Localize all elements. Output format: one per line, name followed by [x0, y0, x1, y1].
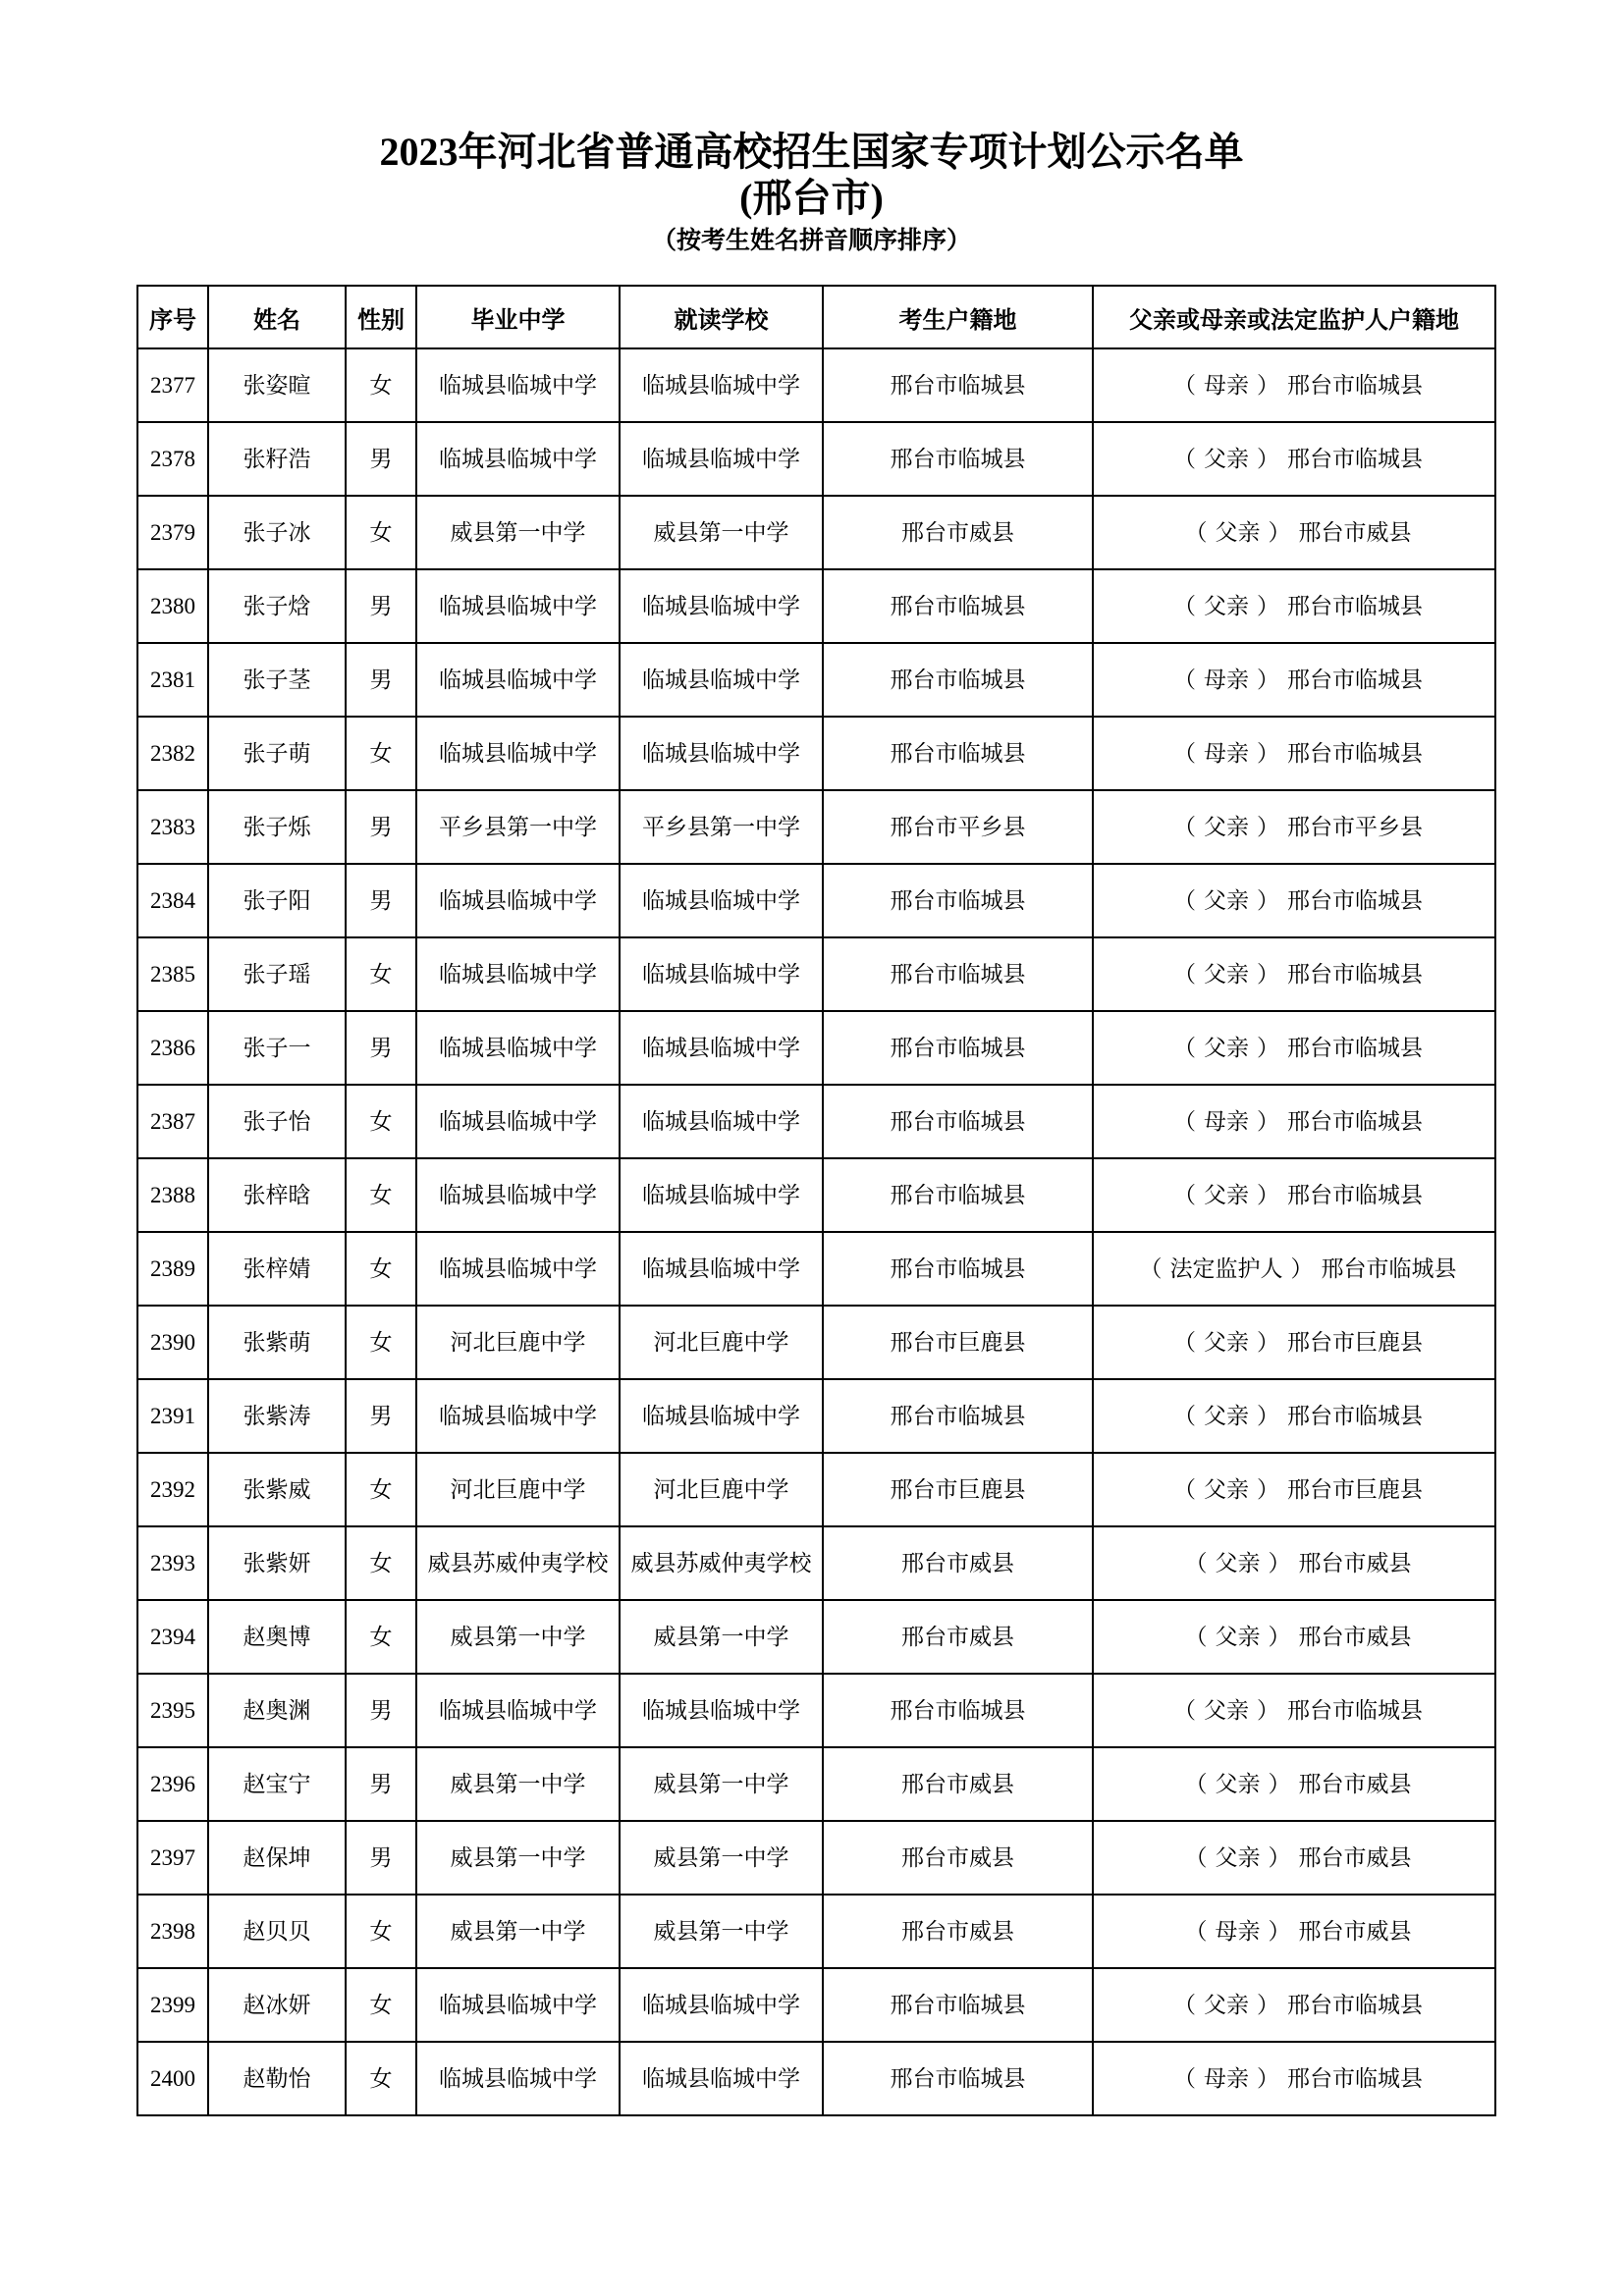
cell-no: 2389	[137, 1232, 208, 1306]
table-row	[137, 569, 1495, 643]
cell-residence: 邢台市临城县	[823, 1968, 1093, 2042]
cell-gender: 女	[346, 717, 416, 790]
table-body	[137, 348, 1495, 2115]
cell-school: 临城县临城中学	[620, 717, 823, 790]
cell-guardian-residence: （ 父亲 ） 邢台市临城县	[1093, 569, 1495, 643]
cell-no: 2394	[137, 1600, 208, 1674]
cell-guardian-residence: （ 母亲 ） 邢台市临城县	[1093, 1085, 1495, 1158]
cell-gender: 女	[346, 1526, 416, 1600]
guardian-relation: 法定监护人	[1169, 1255, 1283, 1282]
cell-name: 张子冰	[208, 496, 346, 569]
cell-gender: 女	[346, 348, 416, 422]
cell-school: 威县第一中学	[620, 496, 823, 569]
cell-gender: 女	[346, 1895, 416, 1968]
cell-no: 2395	[137, 1674, 208, 1747]
guardian-relation: 父亲	[1215, 1844, 1261, 1871]
guardian-place: 邢台市临城县	[1287, 740, 1423, 767]
cell-residence: 邢台市临城县	[823, 937, 1093, 1011]
cell-school: 临城县临城中学	[620, 2042, 823, 2115]
document-sort-note: （按考生姓名拼音顺序排序）	[651, 226, 971, 254]
cell-gender: 女	[346, 496, 416, 569]
cell-guardian-residence: （ 父亲 ） 邢台市临城县	[1093, 1011, 1495, 1085]
guardian-relation: 母亲	[1204, 740, 1249, 767]
guardian-place: 邢台市威县	[1298, 1550, 1412, 1576]
cell-grad-school: 临城县临城中学	[416, 1158, 620, 1232]
cell-grad-school: 临城县临城中学	[416, 864, 620, 937]
cell-school: 平乡县第一中学	[620, 790, 823, 864]
guardian-relation: 母亲	[1204, 1108, 1249, 1135]
cell-name: 张紫妍	[208, 1526, 346, 1600]
cell-grad-school: 威县第一中学	[416, 1821, 620, 1895]
cell-name: 张子焓	[208, 569, 346, 643]
cell-no: 2396	[137, 1747, 208, 1821]
cell-gender: 女	[346, 937, 416, 1011]
cell-gender: 女	[346, 1968, 416, 2042]
cell-no: 2383	[137, 790, 208, 864]
table-row	[137, 1821, 1495, 1895]
cell-name: 张紫萌	[208, 1306, 346, 1379]
cell-gender: 女	[346, 1453, 416, 1526]
cell-no: 2397	[137, 1821, 208, 1895]
header-grad-school: 毕业中学	[416, 286, 620, 348]
guardian-relation: 父亲	[1204, 1182, 1249, 1208]
cell-school: 威县第一中学	[620, 1600, 823, 1674]
cell-residence: 邢台市巨鹿县	[823, 1306, 1093, 1379]
guardian-relation: 母亲	[1204, 667, 1249, 693]
guardian-relation: 父亲	[1204, 1992, 1249, 2018]
cell-name: 张籽浩	[208, 422, 346, 496]
cell-gender: 男	[346, 1747, 416, 1821]
guardian-relation: 父亲	[1204, 1403, 1249, 1429]
guardian-place: 邢台市威县	[1298, 1771, 1412, 1797]
cell-no: 2380	[137, 569, 208, 643]
cell-school: 临城县临城中学	[620, 864, 823, 937]
guardian-relation: 父亲	[1204, 814, 1249, 840]
guardian-place: 邢台市临城县	[1287, 2065, 1423, 2092]
cell-no: 2390	[137, 1306, 208, 1379]
cell-no: 2391	[137, 1379, 208, 1453]
cell-residence: 邢台市临城县	[823, 1674, 1093, 1747]
table-row	[137, 1674, 1495, 1747]
header-guardian-residence: 父亲或母亲或法定监护人户籍地	[1093, 286, 1495, 348]
guardian-place: 邢台市临城县	[1287, 667, 1423, 693]
table-row	[137, 1011, 1495, 1085]
table-row	[137, 790, 1495, 864]
table-row	[137, 1379, 1495, 1453]
cell-gender: 女	[346, 1085, 416, 1158]
cell-grad-school: 临城县临城中学	[416, 348, 620, 422]
table-row	[137, 1968, 1495, 2042]
table-row	[137, 1895, 1495, 1968]
cell-guardian-residence: （ 母亲 ） 邢台市临城县	[1093, 643, 1495, 717]
cell-name: 张子萌	[208, 717, 346, 790]
cell-name: 张子阳	[208, 864, 346, 937]
cell-residence: 邢台市临城县	[823, 422, 1093, 496]
cell-no: 2387	[137, 1085, 208, 1158]
cell-guardian-residence: （ 父亲 ） 邢台市临城县	[1093, 1379, 1495, 1453]
cell-grad-school: 临城县临城中学	[416, 643, 620, 717]
table-row	[137, 864, 1495, 937]
cell-grad-school: 临城县临城中学	[416, 717, 620, 790]
cell-guardian-residence: （ 父亲 ） 邢台市临城县	[1093, 1968, 1495, 2042]
table-row	[137, 717, 1495, 790]
guardian-place: 邢台市临城县	[1287, 887, 1423, 914]
cell-school: 河北巨鹿中学	[620, 1453, 823, 1526]
cell-no: 2381	[137, 643, 208, 717]
guardian-place: 邢台市临城县	[1287, 1403, 1423, 1429]
header-name: 姓名	[208, 286, 346, 348]
cell-name: 张梓晗	[208, 1158, 346, 1232]
cell-no: 2398	[137, 1895, 208, 1968]
cell-school: 河北巨鹿中学	[620, 1306, 823, 1379]
cell-gender: 女	[346, 1600, 416, 1674]
cell-school: 临城县临城中学	[620, 643, 823, 717]
table-header	[137, 286, 1495, 348]
cell-guardian-residence: （ 父亲 ） 邢台市威县	[1093, 1821, 1495, 1895]
cell-school: 威县第一中学	[620, 1821, 823, 1895]
cell-grad-school: 威县第一中学	[416, 1747, 620, 1821]
guardian-place: 邢台市临城县	[1287, 446, 1423, 472]
table-row	[137, 937, 1495, 1011]
table-row	[137, 1526, 1495, 1600]
cell-residence: 邢台市威县	[823, 1747, 1093, 1821]
cell-name: 张梓婧	[208, 1232, 346, 1306]
guardian-place: 邢台市威县	[1298, 1624, 1412, 1650]
cell-residence: 邢台市威县	[823, 1600, 1093, 1674]
cell-grad-school: 平乡县第一中学	[416, 790, 620, 864]
guardian-place: 邢台市威县	[1298, 1844, 1412, 1871]
guardian-place: 邢台市临城县	[1287, 1108, 1423, 1135]
cell-residence: 邢台市威县	[823, 496, 1093, 569]
table-row	[137, 1085, 1495, 1158]
guardian-relation: 父亲	[1204, 1035, 1249, 1061]
cell-no: 2384	[137, 864, 208, 937]
cell-grad-school: 临城县临城中学	[416, 2042, 620, 2115]
guardian-place: 邢台市临城县	[1287, 1035, 1423, 1061]
cell-gender: 女	[346, 1158, 416, 1232]
cell-no: 2388	[137, 1158, 208, 1232]
header-row	[137, 286, 1495, 348]
cell-no: 2385	[137, 937, 208, 1011]
cell-no: 2386	[137, 1011, 208, 1085]
header-no: 序号	[137, 286, 208, 348]
cell-grad-school: 临城县临城中学	[416, 1232, 620, 1306]
table-row	[137, 1453, 1495, 1526]
document-title-block	[0, 128, 1623, 257]
cell-gender: 男	[346, 790, 416, 864]
cell-name: 张子烁	[208, 790, 346, 864]
cell-residence: 邢台市临城县	[823, 717, 1093, 790]
cell-name: 赵勒怡	[208, 2042, 346, 2115]
cell-school: 威县第一中学	[620, 1895, 823, 1968]
cell-residence: 邢台市临城县	[823, 864, 1093, 937]
cell-gender: 男	[346, 1674, 416, 1747]
guardian-relation: 父亲	[1204, 961, 1249, 988]
cell-grad-school: 临城县临城中学	[416, 937, 620, 1011]
cell-guardian-residence: （ 母亲 ） 邢台市威县	[1093, 1895, 1495, 1968]
cell-name: 赵宝宁	[208, 1747, 346, 1821]
cell-guardian-residence: （ 父亲 ） 邢台市临城县	[1093, 937, 1495, 1011]
guardian-place: 邢台市巨鹿县	[1287, 1329, 1423, 1356]
guardian-place: 邢台市临城县	[1287, 961, 1423, 988]
cell-name: 赵保坤	[208, 1821, 346, 1895]
cell-name: 赵冰妍	[208, 1968, 346, 2042]
cell-school: 临城县临城中学	[620, 1674, 823, 1747]
cell-school: 临城县临城中学	[620, 937, 823, 1011]
cell-school: 临城县临城中学	[620, 422, 823, 496]
cell-guardian-residence: （ 父亲 ） 邢台市威县	[1093, 1526, 1495, 1600]
cell-gender: 男	[346, 569, 416, 643]
cell-grad-school: 临城县临城中学	[416, 1011, 620, 1085]
guardian-place: 邢台市临城县	[1287, 1697, 1423, 1724]
table-row	[137, 643, 1495, 717]
cell-residence: 邢台市临城县	[823, 643, 1093, 717]
cell-name: 赵贝贝	[208, 1895, 346, 1968]
document-title: 2023年河北省普通高校招生国家专项计划公示名单	[379, 130, 1244, 174]
table-row	[137, 2042, 1495, 2115]
guardian-relation: 父亲	[1215, 1771, 1261, 1797]
header-gender: 性别	[346, 286, 416, 348]
cell-school: 临城县临城中学	[620, 1232, 823, 1306]
cell-residence: 邢台市威县	[823, 1526, 1093, 1600]
cell-grad-school: 威县第一中学	[416, 496, 620, 569]
roster-table	[136, 285, 1496, 2116]
guardian-place: 邢台市临城县	[1287, 1992, 1423, 2018]
guardian-place: 邢台市临城县	[1287, 1182, 1423, 1208]
cell-guardian-residence: （ 父亲 ） 邢台市威县	[1093, 496, 1495, 569]
cell-grad-school: 河北巨鹿中学	[416, 1453, 620, 1526]
cell-residence: 邢台市临城县	[823, 569, 1093, 643]
cell-guardian-residence: （ 父亲 ） 邢台市临城县	[1093, 1158, 1495, 1232]
guardian-relation: 父亲	[1215, 1550, 1261, 1576]
cell-school: 临城县临城中学	[620, 1011, 823, 1085]
cell-gender: 男	[346, 643, 416, 717]
cell-residence: 邢台市临城县	[823, 348, 1093, 422]
cell-school: 威县苏威仲夷学校	[620, 1526, 823, 1600]
cell-grad-school: 临城县临城中学	[416, 1674, 620, 1747]
cell-no: 2382	[137, 717, 208, 790]
cell-gender: 女	[346, 1232, 416, 1306]
guardian-place: 邢台市威县	[1298, 519, 1412, 546]
cell-grad-school: 威县第一中学	[416, 1600, 620, 1674]
cell-guardian-residence: （ 父亲 ） 邢台市巨鹿县	[1093, 1306, 1495, 1379]
cell-guardian-residence: （ 父亲 ） 邢台市威县	[1093, 1600, 1495, 1674]
cell-residence: 邢台市临城县	[823, 2042, 1093, 2115]
guardian-relation: 父亲	[1204, 593, 1249, 619]
cell-grad-school: 临城县临城中学	[416, 1968, 620, 2042]
guardian-relation: 父亲	[1204, 1476, 1249, 1503]
cell-name: 张紫威	[208, 1453, 346, 1526]
guardian-relation: 父亲	[1204, 1329, 1249, 1356]
cell-school: 临城县临城中学	[620, 1085, 823, 1158]
cell-guardian-residence: （ 母亲 ） 邢台市临城县	[1093, 2042, 1495, 2115]
guardian-relation: 父亲	[1204, 446, 1249, 472]
cell-name: 张子茎	[208, 643, 346, 717]
guardian-place: 邢台市平乡县	[1287, 814, 1423, 840]
table-row	[137, 348, 1495, 422]
cell-residence: 邢台市平乡县	[823, 790, 1093, 864]
cell-residence: 邢台市临城县	[823, 1158, 1093, 1232]
cell-no: 2400	[137, 2042, 208, 2115]
table-row	[137, 1306, 1495, 1379]
cell-name: 赵奥渊	[208, 1674, 346, 1747]
guardian-relation: 父亲	[1215, 1624, 1261, 1650]
cell-school: 临城县临城中学	[620, 1379, 823, 1453]
cell-name: 张姿暄	[208, 348, 346, 422]
guardian-place: 邢台市临城县	[1321, 1255, 1457, 1282]
cell-grad-school: 临城县临城中学	[416, 569, 620, 643]
cell-grad-school: 威县苏威仲夷学校	[416, 1526, 620, 1600]
table-row	[137, 1232, 1495, 1306]
cell-name: 张子瑶	[208, 937, 346, 1011]
cell-grad-school: 临城县临城中学	[416, 1379, 620, 1453]
cell-school: 临城县临城中学	[620, 1158, 823, 1232]
cell-guardian-residence: （ 父亲 ） 邢台市临城县	[1093, 1674, 1495, 1747]
cell-school: 威县第一中学	[620, 1747, 823, 1821]
cell-no: 2392	[137, 1453, 208, 1526]
cell-grad-school: 临城县临城中学	[416, 1085, 620, 1158]
cell-gender: 男	[346, 1379, 416, 1453]
guardian-place: 邢台市临城县	[1287, 593, 1423, 619]
cell-no: 2399	[137, 1968, 208, 2042]
table-row	[137, 1747, 1495, 1821]
cell-grad-school: 威县第一中学	[416, 1895, 620, 1968]
cell-name: 张子怡	[208, 1085, 346, 1158]
cell-gender: 女	[346, 1306, 416, 1379]
cell-guardian-residence: （ 母亲 ） 邢台市临城县	[1093, 717, 1495, 790]
cell-no: 2379	[137, 496, 208, 569]
cell-gender: 男	[346, 1011, 416, 1085]
cell-residence: 邢台市临城县	[823, 1232, 1093, 1306]
cell-grad-school: 河北巨鹿中学	[416, 1306, 620, 1379]
guardian-place: 邢台市临城县	[1287, 372, 1423, 399]
cell-gender: 女	[346, 2042, 416, 2115]
cell-grad-school: 临城县临城中学	[416, 422, 620, 496]
cell-guardian-residence: （ 父亲 ） 邢台市临城县	[1093, 422, 1495, 496]
cell-residence: 邢台市威县	[823, 1821, 1093, 1895]
cell-guardian-residence: （ 父亲 ） 邢台市威县	[1093, 1747, 1495, 1821]
cell-gender: 男	[346, 864, 416, 937]
cell-gender: 男	[346, 422, 416, 496]
cell-school: 临城县临城中学	[620, 1968, 823, 2042]
cell-guardian-residence: （ 父亲 ） 邢台市临城县	[1093, 864, 1495, 937]
guardian-relation: 母亲	[1204, 2065, 1249, 2092]
header-school: 就读学校	[620, 286, 823, 348]
table-row	[137, 422, 1495, 496]
guardian-place: 邢台市巨鹿县	[1287, 1476, 1423, 1503]
cell-school: 临城县临城中学	[620, 569, 823, 643]
cell-residence: 邢台市临城县	[823, 1085, 1093, 1158]
cell-name: 张子一	[208, 1011, 346, 1085]
cell-residence: 邢台市巨鹿县	[823, 1453, 1093, 1526]
cell-residence: 邢台市威县	[823, 1895, 1093, 1968]
cell-school: 临城县临城中学	[620, 348, 823, 422]
cell-gender: 男	[346, 1821, 416, 1895]
cell-guardian-residence: （ 母亲 ） 邢台市临城县	[1093, 348, 1495, 422]
cell-guardian-residence: （ 父亲 ） 邢台市平乡县	[1093, 790, 1495, 864]
guardian-relation: 父亲	[1204, 887, 1249, 914]
table-row	[137, 1158, 1495, 1232]
guardian-relation: 父亲	[1215, 519, 1261, 546]
cell-no: 2377	[137, 348, 208, 422]
cell-residence: 邢台市临城县	[823, 1379, 1093, 1453]
guardian-place: 邢台市威县	[1298, 1918, 1412, 1945]
cell-residence: 邢台市临城县	[823, 1011, 1093, 1085]
guardian-relation: 母亲	[1204, 372, 1249, 399]
document-city: (邢台市)	[739, 176, 884, 220]
cell-no: 2378	[137, 422, 208, 496]
cell-guardian-residence: （ 父亲 ） 邢台市巨鹿县	[1093, 1453, 1495, 1526]
cell-guardian-residence: （ 法定监护人 ） 邢台市临城县	[1093, 1232, 1495, 1306]
table-row	[137, 1600, 1495, 1674]
cell-name: 张紫涛	[208, 1379, 346, 1453]
table-row	[137, 496, 1495, 569]
header-residence: 考生户籍地	[823, 286, 1093, 348]
guardian-relation: 母亲	[1215, 1918, 1261, 1945]
cell-name: 赵奥博	[208, 1600, 346, 1674]
cell-no: 2393	[137, 1526, 208, 1600]
guardian-relation: 父亲	[1204, 1697, 1249, 1724]
